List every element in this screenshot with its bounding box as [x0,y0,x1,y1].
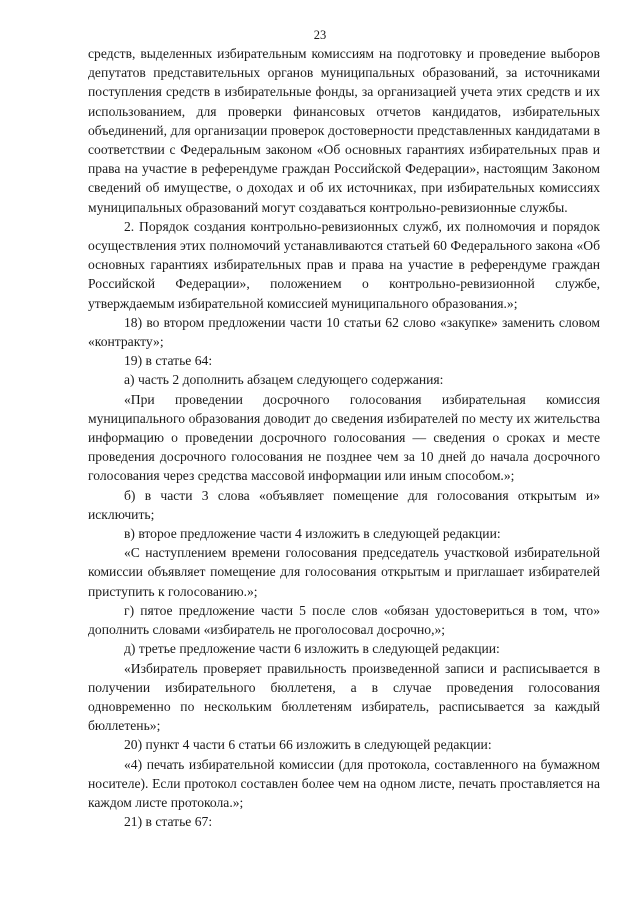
paragraph: 20) пункт 4 части 6 статьи 66 изложить в следующей редакции: [124,737,492,753]
paragraph: «При проведении досрочного голосования избирательная комиссия муниципального образования доводит до сведения избирателей по месту их жительства информацию о проведении досрочного голосования — сведения о сроках и месте проведения досрочного голосования не позднее чем за 10 дней до начала досрочного голосования через средства массовой информации или иным способом.»; [88,391,600,484]
paragraph: 19) в статье 64: [124,353,213,369]
paragraph: в) второе предложение части 4 изложить в следующей редакции: [124,526,501,542]
paragraph: 18) во втором предложении части 10 статьи 62 слово «закупке» заменить словом «контракту»; [88,314,600,350]
paragraph: г) пятое предложение части 5 после слов «обязан удостовериться в том, что» дополнить словами «избиратель не проголосовал досрочно,»; [88,602,600,638]
paragraph: «4) печать избирательной комиссии (для протокола, составленного на бумажном носителе). Если протокол составлен более чем на одном листе, печать проставляется на каждом листе протокола.»; [88,756,600,810]
page-number: 23 [313,28,327,42]
paragraph: 21) в статье 67: [124,814,213,830]
document-body [88,44,600,831]
paragraph: а) часть 2 дополнить абзацем следующего содержания: [124,372,444,388]
paragraph: средств, выделенных избирательным комиссиям на подготовку и проведение выборов депутатов представительных органов муниципальных образований, за источниками поступления средств в избирательные фонды, за организацией учета этих средств и их использованием, для проверки финансовых отчетов кандидатов, избирательных объединений, для организации проверок достоверности представленных кандидатами в соответствии с Федеральным законом «Об основных гарантиях избирательных прав и права на участие в референдуме граждан Российской Федерации», настоящим Законом сведений об имуществе, о доходах и об их источниках, при избирательных комиссиях муниципальных образований могут создаваться контрольно-ревизионные службы. [88,46,600,215]
paragraph: «Избиратель проверяет правильность произведенной записи и расписывается в получении избирательного бюллетеня, а в случае проведения голосования одновременно по нескольким бюллетеням избиратель, расписывается за каждый бюллетень»; [88,660,600,734]
paragraph: «С наступлением времени голосования председатель участковой избирательной комиссии объявляет помещение для голосования открытым и приглашает избирателей приступить к голосованию.»; [88,545,600,599]
paragraph: д) третье предложение части 6 изложить в следующей редакции: [124,641,500,657]
paragraph: 2. Порядок создания контрольно-ревизионных служб, их полномочия и порядок осуществления этих полномочий устанавливаются статьей 60 Федерального закона «Об основных гарантиях избирательных прав и права на участие в референдуме граждан Российской Федерации», положением о контрольно-ревизионной службе, утверждаемым избирательной комиссией муниципального образования.»; [88,218,600,311]
paragraph: б) в части 3 слова «объявляет помещение для голосования открытым и» исключить; [88,487,600,522]
